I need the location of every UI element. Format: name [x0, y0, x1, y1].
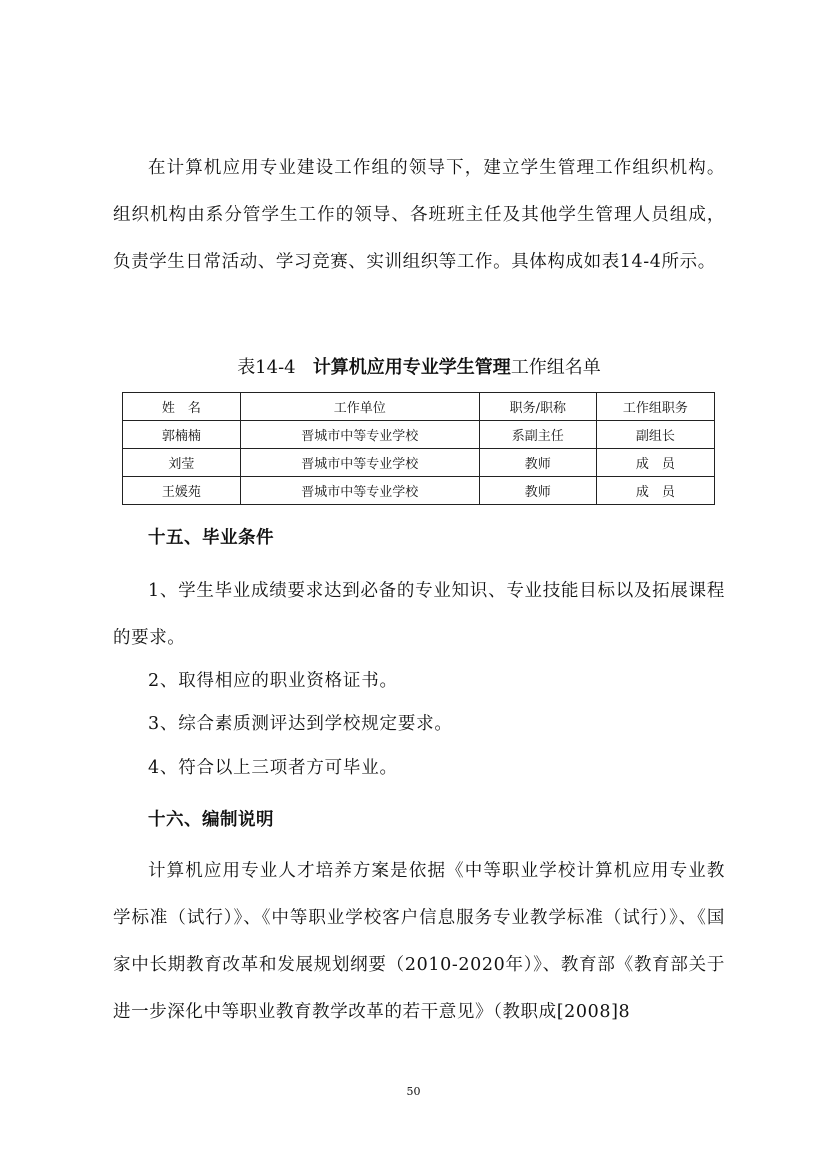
section-15-heading: 十五、毕业条件	[148, 528, 274, 548]
header-unit: 工作单位	[240, 393, 479, 421]
intro-paragraph: 在计算机应用专业建设工作组的领导下，建立学生管理工作组织机构。组织机构由系分管学生工作的领导、各班班主任及其他学生管理人员组成，负责学生日常活动、学习竞赛、实训组织等工作。具体构成如表14-4所示。	[113, 158, 725, 272]
cell-unit: 晋城市中等专业学校	[240, 477, 479, 505]
table-caption	[113, 356, 725, 380]
cell-title: 系副主任	[479, 421, 596, 449]
header-name: 姓 名	[123, 393, 241, 421]
table-caption-bold: 计算机应用专业学生管理	[312, 357, 511, 378]
section-16-paragraph: 计算机应用专业人才培养方案是依据《中等职业学校计算机应用专业教学标准（试行）》、《中等职业学校客户信息服务专业教学标准（试行）》、《国家中长期教育改革和发展规划纲要（2010-2020年）》、教育部《教育部关于进一步深化中等职业教育教学改革的若干意见》（教职成[2008]8	[113, 861, 725, 1022]
section-16-heading: 十六、编制说明	[148, 810, 274, 830]
table-row	[123, 477, 715, 505]
cell-name: 王媛苑	[123, 477, 241, 505]
cell-unit: 晋城市中等专业学校	[240, 449, 479, 477]
header-title: 职务/职称	[479, 393, 596, 421]
cell-title: 教师	[479, 449, 596, 477]
cell-group-role: 副组长	[596, 421, 714, 449]
page-number: 50	[406, 1085, 421, 1098]
cell-name: 郭楠楠	[123, 421, 241, 449]
section-15-item-4: 4、符合以上三项者方可毕业。	[148, 758, 398, 778]
table-row	[123, 421, 715, 449]
section-15-item-1: 1、学生毕业成绩要求达到必备的专业知识、专业技能目标以及拓展课程的要求。	[113, 581, 725, 648]
table-caption-rest: 工作组名单	[510, 357, 601, 378]
section-15-item-3: 3、综合素质测评达到学校规定要求。	[148, 714, 453, 734]
cell-group-role: 成 员	[596, 449, 714, 477]
staff-table	[122, 392, 715, 505]
table-row	[123, 449, 715, 477]
cell-group-role: 成 员	[596, 477, 714, 505]
table-header-row	[123, 393, 715, 421]
cell-title: 教师	[479, 477, 596, 505]
table-caption-number: 表14-4	[237, 357, 296, 378]
cell-unit: 晋城市中等专业学校	[240, 421, 479, 449]
section-15-item-2: 2、取得相应的职业资格证书。	[148, 671, 398, 691]
cell-name: 刘莹	[123, 449, 241, 477]
header-group-role: 工作组职务	[596, 393, 714, 421]
